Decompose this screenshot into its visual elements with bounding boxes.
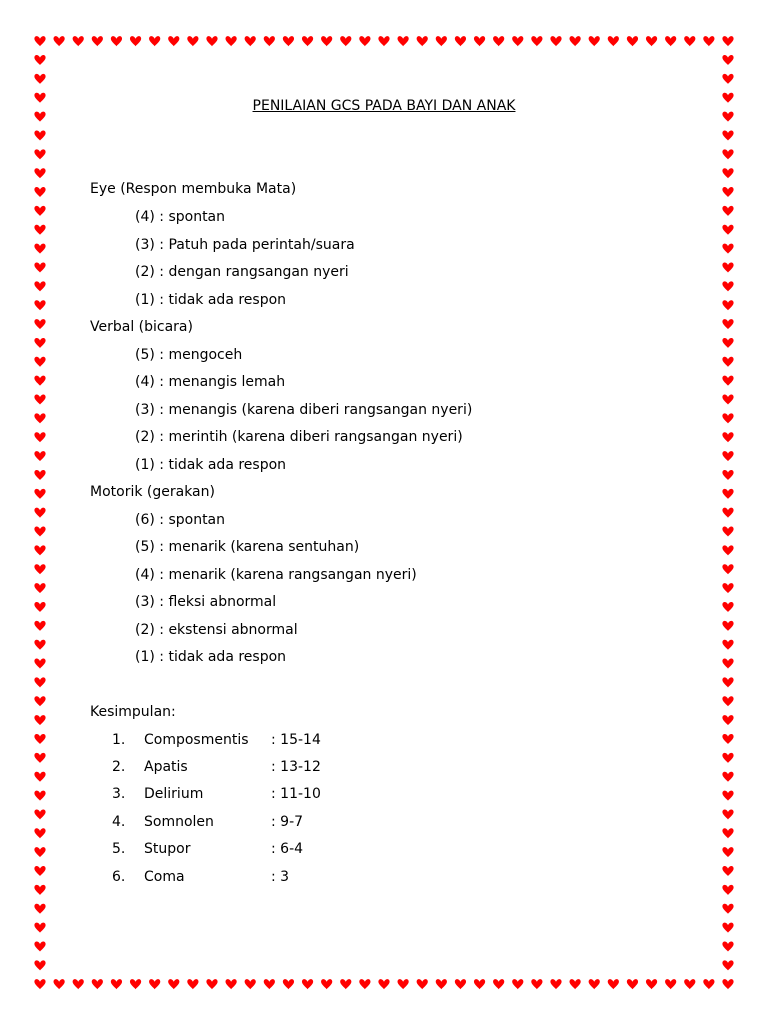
row-name: Delirium [144, 786, 204, 802]
row-name: Somnolen [144, 814, 214, 830]
motorik-item: (5) : menarik (karena sentuhan) [135, 539, 360, 555]
row-value: : 11-10 [271, 786, 321, 802]
row-value: : 15-14 [271, 732, 321, 748]
row-number: 5. [112, 841, 126, 857]
row-name: Stupor [144, 841, 191, 857]
verbal-item: (1) : tidak ada respon [135, 457, 287, 473]
row-name: Composmentis [144, 732, 249, 748]
row-value: : 6-4 [271, 841, 304, 857]
verbal-item: (4) : menangis lemah [135, 374, 286, 390]
eye-item: (1) : tidak ada respon [135, 292, 287, 308]
row-value: : 9-7 [271, 814, 304, 830]
motorik-item: (3) : fleksi abnormal [135, 594, 277, 610]
motorik-heading: Motorik (gerakan) [90, 484, 215, 500]
row-value: : 13-12 [271, 759, 321, 775]
row-number: 1. [112, 732, 126, 748]
verbal-item: (5) : mengoceh [135, 347, 243, 363]
document-title: PENILAIAN GCS PADA BAYI DAN ANAK [252, 98, 516, 114]
verbal-item: (3) : menangis (karena diberi rangsangan nyeri) [135, 402, 473, 418]
row-number: 2. [112, 759, 126, 775]
eye-item: (4) : spontan [135, 209, 226, 225]
eye-item: (3) : Patuh pada perintah/suara [135, 237, 355, 253]
row-number: 4. [112, 814, 126, 830]
row-name: Apatis [144, 759, 188, 775]
motorik-item: (1) : tidak ada respon [135, 649, 287, 665]
eye-heading: Eye (Respon membuka Mata) [90, 181, 297, 197]
row-value: : 3 [271, 869, 290, 885]
row-number: 6. [112, 869, 126, 885]
motorik-item: (2) : ekstensi abnormal [135, 622, 298, 638]
row-number: 3. [112, 786, 126, 802]
kesimpulan-heading: Kesimpulan: [90, 704, 176, 720]
verbal-heading: Verbal (bicara) [90, 319, 193, 335]
verbal-item: (2) : merintih (karena diberi rangsangan nyeri) [135, 429, 463, 445]
row-name: Coma [144, 869, 185, 885]
motorik-item: (6) : spontan [135, 512, 226, 528]
motorik-item: (4) : menarik (karena rangsangan nyeri) [135, 567, 417, 583]
eye-item: (2) : dengan rangsangan nyeri [135, 264, 349, 280]
